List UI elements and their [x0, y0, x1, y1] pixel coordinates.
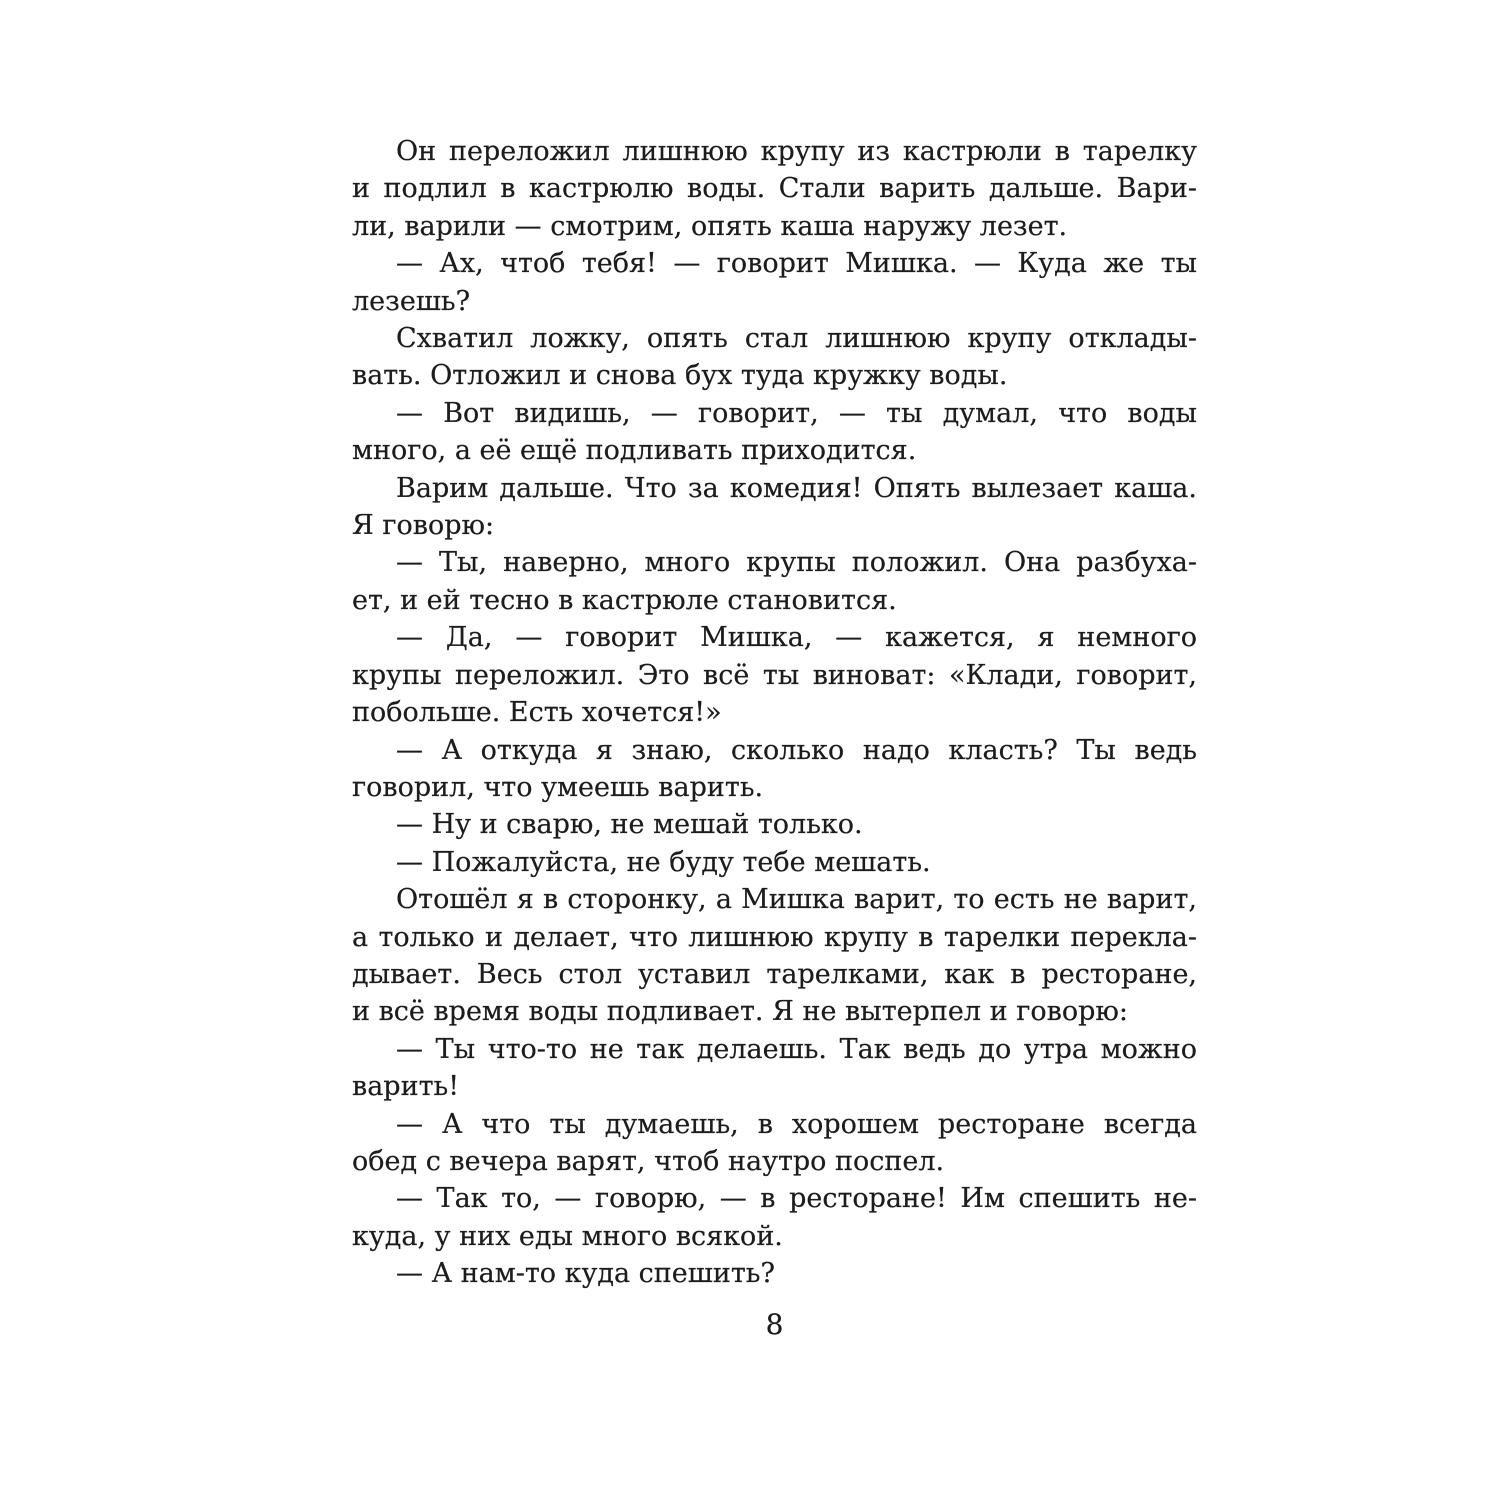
text-line: — Ах, чтоб тебя! — говорит Мишка. — Куда же ты	[396, 248, 1197, 280]
text-line: много, а её ещё подливать приходится.	[352, 435, 917, 467]
text-block	[352, 133, 1197, 1293]
text-line: — Так то, — говорю, — в ресторане! Им спешить не-	[396, 1183, 1197, 1215]
text-line: ет, и ей тесно в кастрюле становится.	[352, 584, 897, 616]
text-line: — Ты, наверно, много крупы положил. Она разбуха-	[396, 547, 1197, 579]
text-line: — А нам-то куда спешить?	[396, 1258, 775, 1290]
text-line: побольше. Есть хочется!»	[352, 697, 722, 729]
text-line: а только и делает, что лишнюю крупу в тарелки перекла-	[352, 921, 1197, 953]
text-line: и подлил в кастрюлю воды. Стали варить дальше. Вари-	[352, 173, 1197, 205]
text-line: — А что ты думаешь, в хорошем ресторане всегда	[396, 1108, 1197, 1140]
text-line: варить!	[352, 1071, 460, 1103]
text-line: дывает. Весь стол уставил тарелками, как в ресторане,	[352, 958, 1197, 990]
text-line: крупы переложил. Это всё ты виноват: «Клади, говорит,	[352, 659, 1197, 691]
text-line: — Ну и сварю, не мешай только.	[396, 809, 863, 841]
text-line: лезешь?	[352, 285, 471, 317]
text-line: вать. Отложил и снова бух туда кружку воды.	[352, 360, 1008, 392]
text-line: ли, варили — смотрим, опять каша наружу лезет.	[352, 210, 1068, 242]
text-line: Я говорю:	[352, 510, 495, 542]
text-line: куда, у них еды много всякой.	[352, 1220, 783, 1252]
text-line: и всё время воды подливает. Я не вытерпел и говорю:	[352, 996, 1128, 1028]
text-line: обед с вечера варят, чтоб наутро поспел.	[352, 1145, 945, 1177]
text-line: Схватил ложку, опять стал лишнюю крупу отклады-	[396, 323, 1197, 355]
page-number: 8	[765, 1308, 784, 1341]
text-line: — Да, — говорит Мишка, — кажется, я немного	[396, 622, 1197, 654]
text-line: Отошёл я в сторонку, а Мишка варит, то есть не варит,	[396, 884, 1197, 916]
text-line: — Вот видишь, — говорит, — ты думал, что воды	[396, 397, 1197, 429]
text-line: — А откуда я знаю, сколько надо класть? Ты ведь	[396, 734, 1197, 766]
text-line: говорил, что умеешь варить.	[352, 771, 764, 803]
text-line: — Ты что-то не так делаешь. Так ведь до утра можно	[396, 1033, 1197, 1065]
text-line: Варим дальше. Что за комедия! Опять вылезает каша.	[396, 472, 1197, 504]
text-line: — Пожалуйста, не буду тебе мешать.	[396, 846, 931, 878]
text-line: Он переложил лишнюю крупу из кастрюли в тарелку	[396, 136, 1197, 167]
